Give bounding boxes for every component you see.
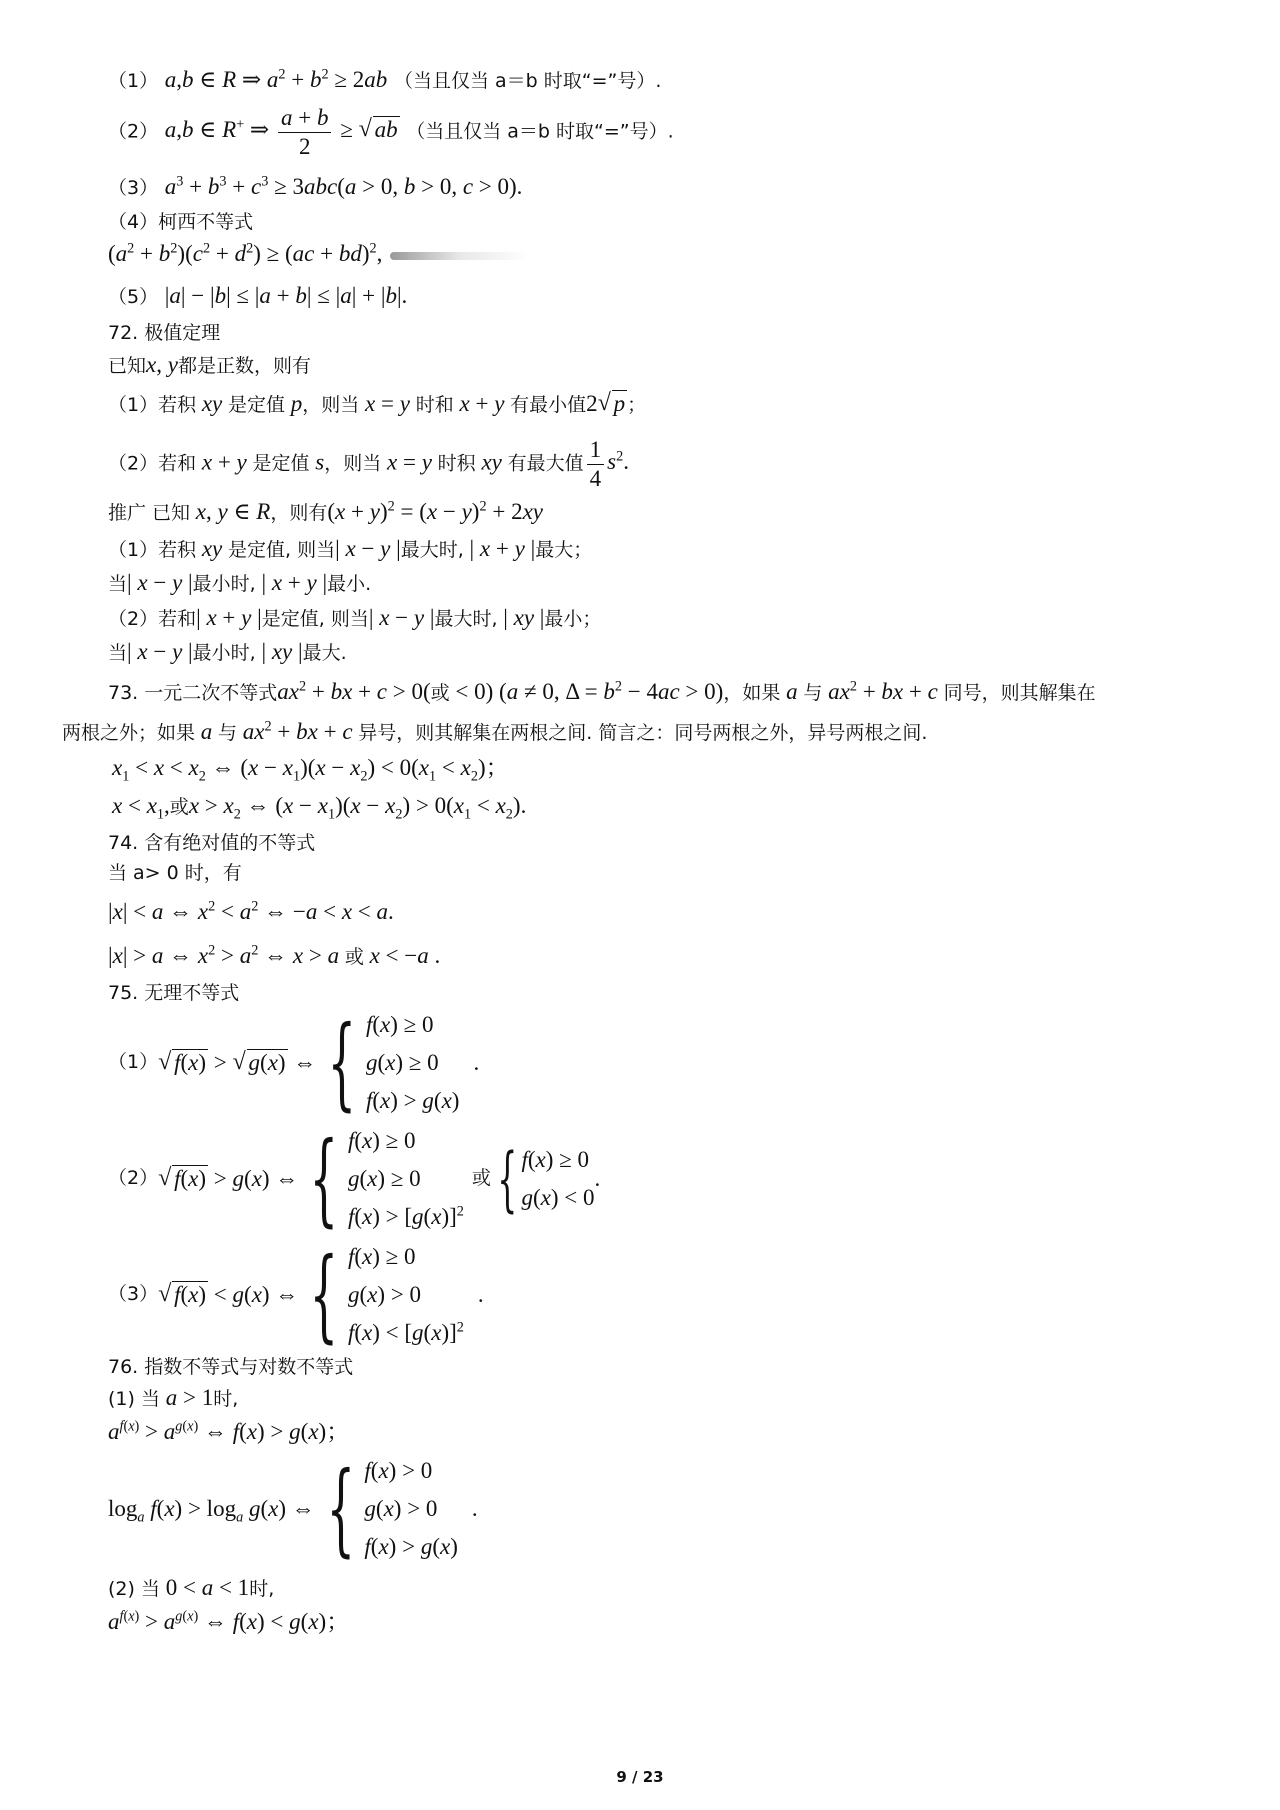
s75-item-1: （1） √ f(x) > √ g(x) ⇔ { f(x) ≥ 0 g(x) ≥ 0 f(x) > g(x) . [108,1006,479,1120]
ineq-item-5: （5） |a| − |b| ≤ |a + b| ≤ |a| + |b|. [108,283,408,308]
redaction-smear [390,252,530,260]
section-75-heading: 75. 无理不等式 [108,982,240,1004]
s76-case-1: (1) 当 a > 1时, [108,1385,239,1410]
s72-intro: 已知x, y都是正数，则有 [108,352,311,377]
s72-item-2: （2）若和 x + y 是定值 s，则当 x = y 时积 xy 有最大值 $\frac{1}{4}$ $s^2$. [108,437,629,491]
s72-generalization: 推广 已知 x, y ∈ R，则有$(x + y)^2 = (x - y)^2 + 2xy$ [108,498,543,524]
ineq-item-2: （2） a,b ∈ R+ ⇒ $\frac{a + b}{2}$ ≥ √ ab （当且仅当 a＝b 时取“=”号）. [108,104,674,160]
section-74-heading: 74. 含有绝对值的不等式 [108,832,316,854]
s72-gen-item-1: （1）若积 xy 是定值, 则当| x − y |最大时, | x + y |最大； [108,536,593,561]
ineq-item-3: （3） $a^3 + b^3 + c^3 \ge 3abc(a > 0$, b > 0, c > 0). [108,173,523,199]
s72-gen-item-2b: 当| x − y |最小时, | xy |最大. [108,639,347,664]
s74-abs-less: |x| < a ⇔ $x^2 < a^2$ ⇔ −a < x < a. [108,898,394,924]
page-number: 9 / 23 [616,1768,664,1786]
section-73-line-1: 73. 一元二次不等式$ax^2$ + bx + c > 0(或 < 0) (a ≠ 0, $\Delta = b^2 - 4ac > 0$)，如果 a 与 $ax^2$ + bx + c 同号，则其解集在 [108,678,1096,704]
s74-condition: 当 a> 0 时，有 [108,862,242,884]
s72-gen-item-2: （2）若和| x + y |是定值, 则当| x − y |最大时, | xy |最小； [108,605,602,630]
ineq-item-1: （1） a,b ∈ R ⇒ $a^2 + b^2 \ge 2ab$ （当且仅当 a＝b 时取“=”号）. [108,66,662,92]
section-72-heading: 72. 极值定理 [108,322,221,344]
section-76-heading: 76. 指数不等式与对数不等式 [108,1356,354,1378]
s72-item-1: （1）若积 xy 是定值 p，则当 x = y 时和 x + y 有最小值2√ p ； [108,390,646,419]
s74-abs-greater: |x| > a ⇔ $x^2 > a^2$ ⇔ x > a 或 x < −a . [108,942,441,968]
s75-item-3: （3） √ f(x) < g(x) ⇔ { f(x) ≥ 0 g(x) > 0 $f(x) < [g(x)]^2$ . [108,1238,484,1352]
s76-exp-2: $a^{f(x)} > a^{g(x)}$ ⇔ f(x) < g(x)； [108,1608,350,1634]
s73-equiv-1: $x_1 < x < x_2$ ⇔ $(x - x_1)(x - x_2) < 0(x_1 < x_2)$； [112,755,509,785]
s76-log-1: $\log_a f(x) > \log_a g(x)$ ⇔ { f(x) > 0 g(x) > 0 f(x) > g(x) . [108,1449,478,1567]
s72-gen-item-1b: 当| x − y |最小时, | x + y |最小. [108,570,372,595]
s76-exp-1: $a^{f(x)} > a^{g(x)}$ ⇔ f(x) > g(x)； [108,1418,350,1444]
s76-case-2: (2) 当 0 < a < 1时, [108,1575,275,1600]
cauchy-title: （4）柯西不等式 [108,211,254,233]
section-73-line-2: 两根之外；如果 a 与 $ax^2$ + bx + c 异号，则其解集在两根之间. 简言之：同号两根之外，异号两根之间. [62,718,928,744]
s73-equiv-2: $x < x_1$,或$x > x_2$ ⇔ $(x - x_1)(x - x_2) > 0(x_1 < x_2)$. [112,793,527,823]
cauchy-inequality: $(a^2 + b^2)(c^2 + d^2) \ge (ac + bd)^2$, [108,240,530,269]
s75-item-2: （2） √ f(x) > g(x) ⇔ { f(x) ≥ 0 g(x) ≥ 0 $f(x) > [g(x)]^2$ 或 { f(x) ≥ 0 g(x) < 0 . [108,1122,600,1236]
